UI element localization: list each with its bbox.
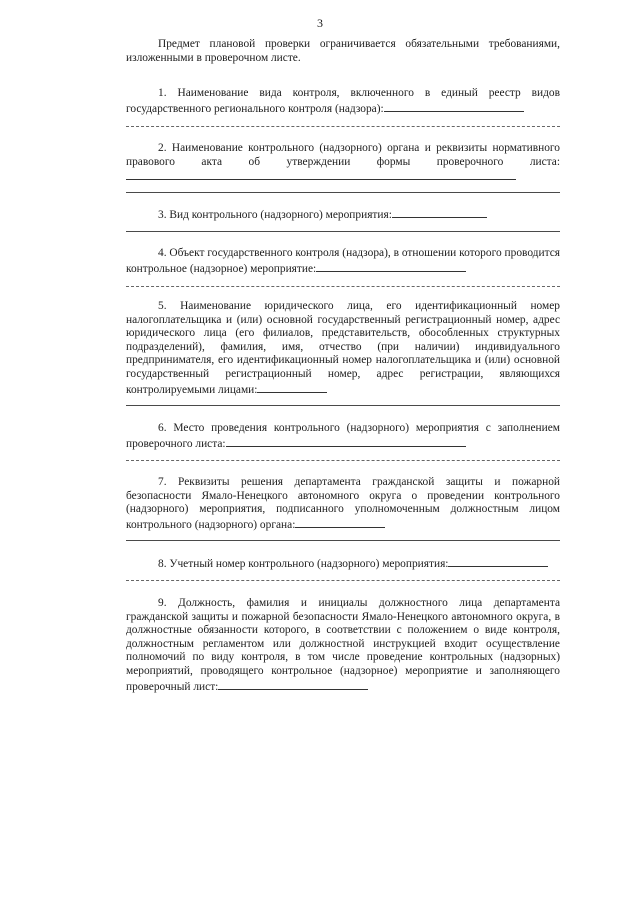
- item-8: [126, 556, 560, 572]
- item-9: [126, 597, 560, 694]
- item-6-rule: [126, 460, 560, 461]
- item-6-fill-line: [226, 436, 466, 447]
- item-4-text: 4. Объект государственного контроля (надзора), в отношении которого проводится контрольное (надзорное) мероприятие:: [126, 247, 560, 275]
- item-7-text: 7. Реквизиты решения департамента гражданской защиты и пожарной безопасности Ямало-Ненецкого автономного округа о проведении контрольного (надзорного) мероприятия, подписанного уполномоченным должностным лицом контрольного (надзорного) органа:: [126, 476, 560, 531]
- item-2-fill-line: [126, 169, 516, 180]
- item-6: [126, 422, 560, 451]
- item-3-text: 3. Вид контрольного (надзорного) мероприятия:: [158, 209, 392, 221]
- intro-text: Предмет плановой проверки ограничивается обязательными требованиями, изложенными в проверочном листе.: [126, 38, 560, 64]
- page-number: 3: [317, 16, 323, 30]
- item-8-fill-line: [448, 556, 548, 567]
- item-4: [126, 247, 560, 276]
- item-6-text: 6. Место проведения контрольного (надзорного) мероприятия с заполнением проверочного листа:: [126, 422, 560, 450]
- item-5: [126, 300, 560, 397]
- item-3-rule: [126, 231, 560, 232]
- item-3-fill-line: [392, 207, 487, 218]
- item-4-rule: [126, 286, 560, 287]
- item-2-text: 2. Наименование контрольного (надзорного) органа и реквизиты нормативного правового акта об утверждении формы проверочного листа:: [126, 142, 560, 168]
- item-5-text: 5. Наименование юридического лица, его идентификационный номер налогоплательщика и (или) основной государственный регистрационный номер, адрес юридического лица (его филиалов, представительств, обособленных структурных подразделений), фамилия, имя, отчество (при наличии) индивидуального предпринимателя, его идентификационный номер налогоплательщика и (или) основной государственный регистрационный номер, адрес регистрации, являющихся контролируемыми лицами:: [126, 300, 560, 396]
- item-5-rule: [126, 405, 560, 406]
- item-4-fill-line: [316, 261, 466, 272]
- item-7-fill-line: [295, 517, 385, 528]
- item-7: [126, 476, 560, 532]
- item-9-text: 9. Должность, фамилия и инициалы должностного лица департамента гражданской защиты и пожарной безопасности Ямало-Ненецкого автономного округа, в должностные обязанности которого, в соответствии с положением о виде контроля, должностным регламентом или должностной инструкцией входит осуществление полномочий по виду контроля, в том числе проведение контрольных (надзорных) мероприятий, проводящего контрольное (надзорное) мероприятие и заполняющего проверочный лист:: [126, 597, 560, 693]
- item-2-rule: [126, 192, 560, 193]
- item-3: [126, 207, 560, 223]
- item-1: [126, 87, 560, 116]
- item-8-rule: [126, 580, 560, 581]
- item-8-text: 8. Учетный номер контрольного (надзорного) мероприятия:: [158, 558, 449, 570]
- item-7-rule: [126, 540, 560, 541]
- item-1-text: 1. Наименование вида контроля, включенного в единый реестр видов государственного регионального контроля (надзора):: [126, 87, 560, 115]
- item-1-fill-line: [384, 101, 524, 112]
- intro-paragraph: [126, 38, 560, 65]
- item-2: [126, 142, 560, 185]
- item-5-fill-line: [257, 382, 327, 393]
- item-1-rule: [126, 126, 560, 127]
- item-9-fill-line: [218, 679, 368, 690]
